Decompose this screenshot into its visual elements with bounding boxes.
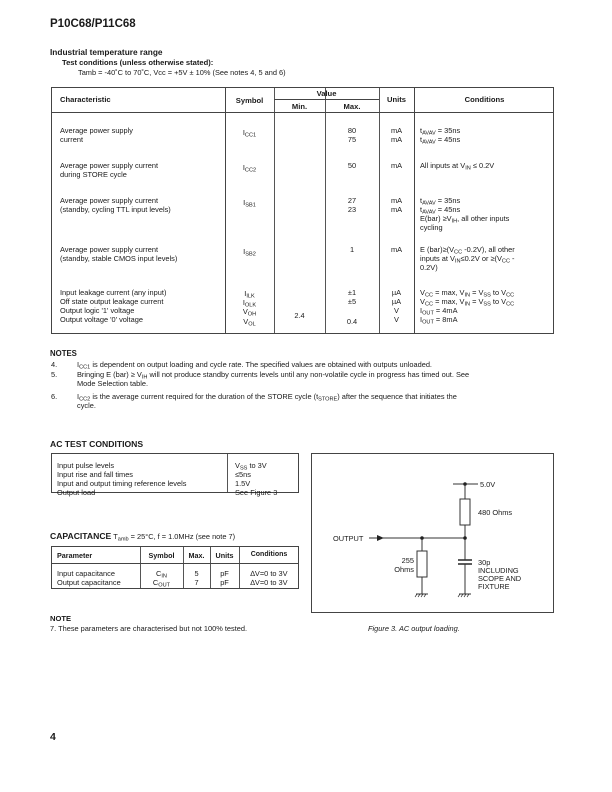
output-label: OUTPUT — [333, 534, 364, 543]
row-characteristic: Off state output leakage current — [60, 297, 164, 306]
row-conditions: All inputs at $V_{IN} \le 0.2V$ — [420, 161, 495, 172]
ac-test-labels: Input pulse levels Input rise and fall times Input and output timing reference levels Output load — [57, 461, 187, 497]
row-units: V — [394, 306, 399, 315]
notes-heading: NOTES — [50, 349, 77, 358]
row-min: 2.4 — [294, 311, 305, 320]
cap-header-conditions: Conditions — [250, 551, 288, 558]
resistor-255-icon — [417, 551, 427, 577]
header-characteristic: Characteristic — [60, 95, 111, 104]
row-max: 1 — [349, 245, 355, 254]
cap-note-heading: NOTE — [50, 614, 72, 623]
row-max: ±1 — [347, 288, 357, 297]
cap-note-text: 7. These parameters are characterised but not 100% tested. — [50, 624, 248, 633]
cap-symbols: $C_{IN}$ $C_{OUT}$ — [152, 569, 171, 589]
ac-test-heading: AC TEST CONDITIONS — [50, 439, 144, 449]
row-characteristic: Average power supply current — [60, 126, 133, 144]
row-symbol: $I_{OLK}$ — [242, 298, 257, 309]
section-title: Industrial temperature range — [50, 47, 163, 57]
cap-max: 5 7 — [194, 569, 199, 587]
row-max: ±5 — [347, 297, 357, 306]
capacitor-label: 30p INCLUDING SCOPE AND FIXTURE — [478, 558, 522, 591]
cap-header-symbol: Symbol — [148, 551, 175, 560]
header-units: Units — [387, 95, 406, 104]
row-units: mA — [390, 161, 403, 170]
capacitance-heading: CAPACITANCE $T_{amb} = 25^\circ C$, f = 1.0MHz (see note 7) — [50, 531, 236, 543]
row-characteristic: Average power supply current (standby, cycling TTL input levels) — [60, 196, 171, 214]
row-symbol: $I_{ILK}$ — [244, 289, 255, 300]
row-max: 50 — [347, 161, 357, 170]
cap-header-parameter: Parameter — [57, 551, 93, 560]
header-min: Min. — [291, 102, 308, 111]
row-symbol: $I_{SB2}$ — [243, 247, 256, 258]
row-conditions: $V_{CC} = \max$, $V_{IN} = V_{SS}$ to $V_{CC}$ — [420, 288, 515, 299]
row-max: 80 75 — [347, 126, 357, 144]
row-units: µA — [391, 288, 402, 297]
row-conditions: $t_{AVAV} = 35ns$ $t_{AVAV} = 45ns$ $E(bar) \ge V_{IH}$, all other inputs cycling — [420, 196, 510, 232]
row-characteristic: Input leakage current (any input) — [60, 288, 167, 297]
row-characteristic: Average power supply current during STORE cycle — [60, 161, 159, 179]
row-units: V — [394, 315, 399, 324]
header-symbol: Symbol — [235, 96, 264, 105]
note-number: 4. — [51, 360, 58, 369]
figure-ac-output-loading — [311, 453, 554, 613]
note-text: $I_{CC2}$ is the average current required for the duration of the STORE cycle $(t_{STORE})$ after the sequence that initiates the cycle. — [77, 392, 457, 410]
document-title: P10C68/P11C68 — [50, 18, 136, 30]
row-conditions: $V_{CC} = \max$, $V_{IN} = V_{SS}$ to $V_{CC}$ — [420, 297, 515, 308]
row-max: 0.4 — [346, 317, 358, 326]
row-units: mA mA — [390, 126, 403, 144]
row-symbol: $I_{CC1}$ — [242, 128, 257, 139]
note-text: Bringing E $(bar) \ge V_{IH}$ will not produce standby currents levels until any non-volatile cycle in progress has timed out. See Mode Selection table. — [77, 370, 470, 388]
row-conditions: $I_{OUT} = 4mA$ — [420, 306, 458, 317]
capacitance-table — [51, 546, 299, 589]
row-characteristic: Output logic '1' voltage — [60, 306, 135, 315]
dc-characteristics-table — [51, 87, 554, 334]
cap-header-units: Units — [215, 551, 234, 560]
note-number: 6. — [51, 392, 58, 401]
row-conditions: E $(bar)\ge(V_{CC}$ -0.2V), all other inputs at $V_{IN}\le 0.2V$ or $\ge(V_{CC}$ - 0.2V) — [420, 245, 515, 272]
row-conditions: $t_{AVAV} = 35ns$ $t_{AVAV} = 45ns$ — [420, 126, 461, 146]
figure-caption: Figure 3. AC output loading. — [368, 624, 460, 633]
r1-label: 480 Ohms — [478, 508, 513, 517]
header-conditions: Conditions — [464, 95, 505, 104]
row-max: 27 23 — [347, 196, 357, 214]
cap-params: Input capacitance Output capacitance — [57, 569, 121, 587]
cap-units: pF pF — [220, 569, 229, 587]
resistor-480-icon — [460, 499, 470, 525]
header-max: Max. — [343, 102, 361, 111]
ac-test-values: $V_{SS}$ to 3V ≤5ns 1.5V See Figure 3 — [235, 461, 278, 497]
row-units: µA — [391, 297, 402, 306]
row-symbol: $V_{OL}$ — [243, 317, 256, 328]
cap-header-max: Max. — [188, 551, 205, 560]
note-number: 5. — [51, 370, 58, 379]
row-symbol: $I_{CC2}$ — [242, 163, 257, 174]
row-symbol: $V_{OH}$ — [242, 307, 257, 318]
cap-conditions: ∆V=0 to 3V ∆V=0 to 3V — [250, 569, 288, 587]
row-characteristic: Output voltage '0' voltage — [60, 315, 143, 324]
row-units: mA mA — [390, 196, 403, 214]
test-conditions: Tamb = -40˚C to 70˚C, Vcc = +5V ± 10% (See notes 4, 5 and 6) — [78, 68, 286, 77]
r2-label: 255 Ohms — [394, 556, 414, 574]
row-conditions: $I_{OUT} = 8mA$ — [420, 315, 458, 326]
header-value: Value — [316, 89, 337, 98]
arrow-icon — [377, 535, 384, 541]
supply-label: 5.0V — [480, 480, 496, 489]
section-subtitle: Test conditions (unless otherwise stated): — [62, 58, 214, 67]
row-units: mA — [390, 245, 403, 254]
page-number: 4 — [50, 731, 56, 743]
row-symbol: $I_{SB1}$ — [243, 198, 256, 209]
row-characteristic: Average power supply current (standby, stable CMOS input levels) — [60, 245, 178, 263]
note-text: $I_{CC1}$ is dependent on output loading and cycle rate. The specified values are obtained with outputs unloaded. — [77, 360, 432, 371]
ac-test-table — [51, 453, 299, 497]
